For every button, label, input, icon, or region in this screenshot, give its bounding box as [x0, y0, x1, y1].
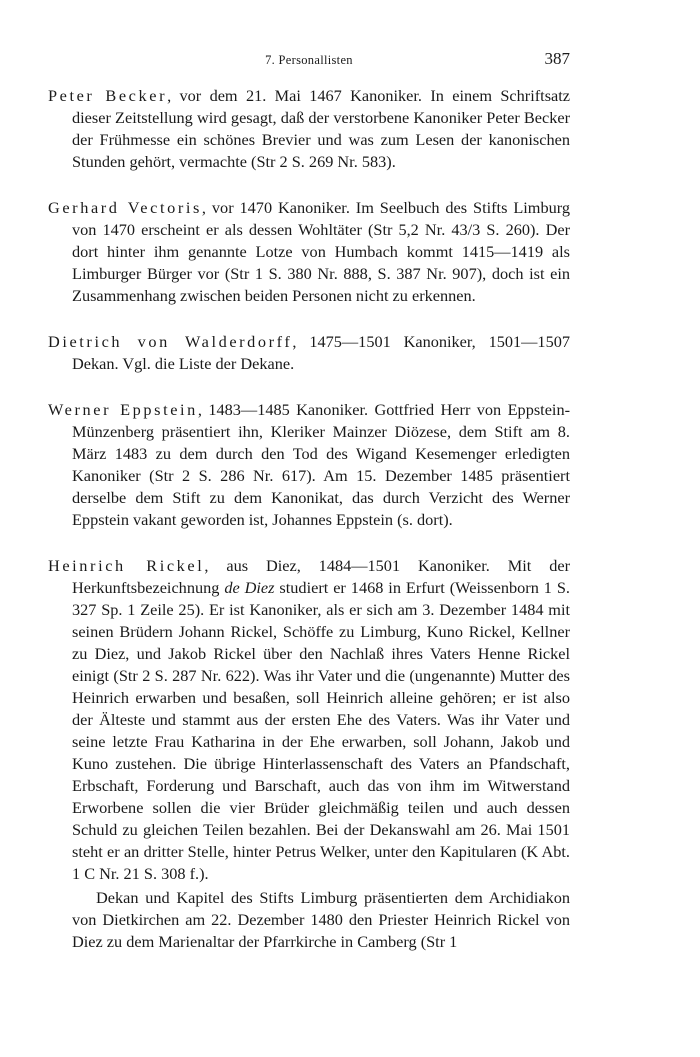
entry-text-italic: de Diez: [224, 578, 275, 597]
entry-text: , vor 1470 Kanoniker. Im Seelbuch des Stifts Limburg von 1470 erscheint er als dessen Wohltäter (Str 5,2 Nr. 43/3 S. 260). Der dort hinter ihm genannte Lotze von Humbach kommt 1415—1419 als Limburger Bürger vor (Str 1 S. 380 Nr. 888, S. 387 Nr. 907), doch ist ein Zusammenhang zwischen beiden Personen nicht zu erkennen.: [72, 198, 571, 305]
entry-text: , 1483—1485 Kanoniker. Gottfried Herr von Eppstein-Münzenberg präsentiert ihn, Kleriker Mainzer Diözese, dem Stift am 8. März 1483 zu dem durch den Tod des Wigand Kesemenger erledigten Kanoniker (Str 2 S. 286 Nr. 617). Am 15. Dezember 1485 präsentiert derselbe dem Stift zu dem Kanonikat, das durch Verzicht des Werner Eppstein vakant geworden ist, Johannes Eppstein (s. dort).: [72, 400, 571, 529]
entry-peter-becker: [48, 85, 570, 173]
entry-gerhard-vectoris: [48, 197, 570, 307]
entry-heinrich-rickel: [48, 555, 570, 885]
entry-dietrich-von-walderdorff: [48, 331, 570, 375]
entry-name: Peter Becker: [48, 86, 168, 105]
entry-text: studiert er 1468 in Erfurt (Weissenborn 1 S. 327 Sp. 1 Zeile 25). Er ist Kanoniker, als er sich am 3. Dezember 1484 mit seinen Brüdern Johann Rickel, Schöffe zu Limburg, Kuno Rickel, Kellner zu Diez, und Jakob Rickel über den Nachlaß ihres Vaters Henne Rickel einigt (Str 2 S. 287 Nr. 622). Was ihr Vater und die (ungenannte) Mutter des Heinrich erwarben und besaßen, soll Heinrich alleine gehören; er ist also der Älteste und stammt aus der ersten Ehe des Vaters. Was ihr Vater und seine letzte Frau Katharina in der Ehe erwarben, soll Johann, Jakob und Kuno zustehen. Die übrige Hinterlassenschaft des Vaters an Pfandschaft, Erbschaft, Forderung und Barschaft, auch das von ihm im Witwerstand Erworbene sollen die vier Brüder gleichmäßig teilen und auch dessen Schuld zu gleichen Teilen bezahlen. Bei der Dekanswahl am 26. Mai 1501 steht er an dritter Stelle, hinter Petrus Welker, unter den Kapitularen (K Abt. 1 C Nr. 21 S. 308 f.).: [72, 578, 571, 883]
running-title: 7. Personallisten: [265, 53, 353, 67]
entry-name: Werner Eppstein: [48, 400, 198, 419]
entry-werner-eppstein: [48, 399, 570, 531]
page-number: 387: [544, 49, 570, 68]
entry-heinrich-rickel-continued: [48, 887, 570, 953]
entry-text: , vor dem 21. Mai 1467 Kanoniker. In einem Schriftsatz dieser Zeitstellung wird gesagt, daß der verstorbene Kanoniker Peter Becker der Frühmesse ein schönes Brevier und was zum Lesen der kanonischen Stunden gehört, vermachte (Str 2 S. 269 Nr. 583).: [72, 86, 571, 171]
entry-text: , aus Diez, 1484—1501 Kanoniker. Mit der Herkunftsbezeichnung: [72, 556, 571, 597]
entry-name: Gerhard Vectoris: [48, 198, 202, 217]
entry-name: Heinrich Rickel: [48, 556, 205, 575]
entry-text: , 1475—1501 Kanoniker, 1501—1507 Dekan. Vgl. die Liste der Dekane.: [72, 332, 570, 373]
entry-paragraph: Dekan und Kapitel des Stifts Limburg präsentierten dem Archidiakon von Dietkirchen am 22. Dezember 1480 den Priester Heinrich Rickel von Diez zu dem Marienaltar der Pfarrkirche in Camberg (Str 1: [72, 888, 570, 951]
entry-name: Dietrich von Walderdorff: [48, 332, 293, 351]
running-header: [48, 49, 570, 73]
body-text: [48, 85, 570, 977]
